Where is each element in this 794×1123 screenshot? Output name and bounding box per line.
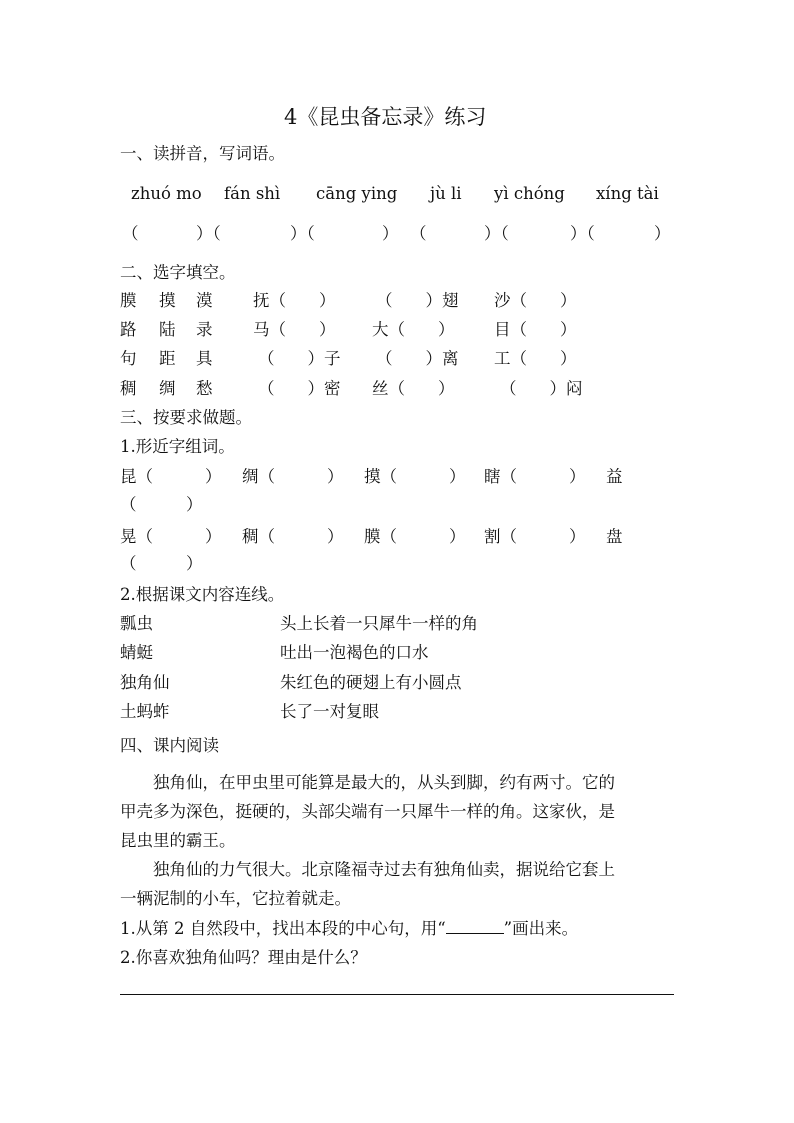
fill-item[interactable]: （ ）闷 (500, 379, 583, 398)
fill-item[interactable]: 目（ ） (494, 320, 577, 339)
reading-paragraph-2-line: 一辆泥制的小车，它拉着就走。 (120, 889, 351, 908)
pinyin-6: xíng tài (596, 184, 659, 203)
match-right-item[interactable]: 吐出一泡褐色的口水 (280, 643, 429, 662)
pinyin-2: fán shì (224, 184, 281, 203)
choice-char: 摸 (159, 291, 176, 310)
answer-blank[interactable]: （ (410, 224, 427, 243)
answer-blank[interactable]: ） (654, 224, 671, 243)
word-char: 绸（ (242, 467, 275, 486)
fill-item[interactable]: 抚（ ） (253, 291, 336, 310)
section-4-heading: 四、课内阅读 (120, 736, 219, 755)
reading-paragraph-1-line: 独角仙，在甲虫里可能算是最大的，从头到脚，约有两寸。它的 (153, 773, 615, 792)
fill-item[interactable]: （ ）翅 (376, 291, 459, 310)
choice-char: 路 (120, 320, 137, 339)
answer-blank[interactable]: ） (327, 527, 344, 546)
pinyin-5: yì chóng (494, 184, 565, 203)
reading-paragraph-1-line: 甲壳多为深色，挺硬的，头部尖端有一只犀牛一样的角。这家伙，是 (120, 802, 615, 821)
fill-item[interactable]: （ ）子 (258, 349, 341, 368)
reading-question-1-suffix: ”画出来。 (503, 919, 579, 938)
pinyin-1: zhuó mo (131, 184, 202, 203)
question-2-title: 2.根据课文内容连线。 (120, 585, 285, 604)
fill-item[interactable]: （ ）离 (376, 349, 459, 368)
answer-blank[interactable]: ） (382, 224, 399, 243)
section-3-heading: 三、按要求做题。 (120, 408, 252, 427)
match-right-item[interactable]: 头上长着一只犀牛一样的角 (280, 614, 478, 633)
fill-item[interactable]: 马（ ） (253, 320, 336, 339)
answer-blank[interactable]: ）（ (196, 224, 221, 243)
fill-item[interactable]: 丝（ ） (372, 379, 455, 398)
choice-char: 膜 (120, 291, 137, 310)
answer-blank[interactable]: ）（ (290, 224, 315, 243)
underline-sample (446, 919, 504, 934)
match-right-item[interactable]: 朱红色的硬翅上有小圆点 (280, 673, 462, 692)
choice-char: 稠 (120, 379, 137, 398)
reading-question-1 (120, 918, 578, 940)
answer-blank[interactable]: ） (449, 467, 466, 486)
answer-blank[interactable]: （ (122, 224, 139, 243)
section-1-heading: 一、读拼音，写词语。 (120, 144, 285, 163)
fill-item[interactable]: 大（ ） (372, 320, 455, 339)
answer-blank[interactable]: ） (449, 527, 466, 546)
match-right-item[interactable]: 长了一对复眼 (280, 702, 379, 721)
answer-blank[interactable]: （ ） (120, 554, 203, 573)
choice-char: 距 (159, 349, 176, 368)
answer-blank[interactable]: ）（ (570, 224, 595, 243)
word-char: 瞎（ (484, 467, 517, 486)
word-char: 割（ (484, 527, 517, 546)
choice-char: 录 (196, 320, 213, 339)
question-1-title: 1.形近字组词。 (120, 437, 235, 456)
answer-blank[interactable]: ） (327, 467, 344, 486)
choice-char: 漠 (196, 291, 213, 310)
choice-char: 句 (120, 349, 137, 368)
word-char: 摸（ (364, 467, 397, 486)
page-title: 4《昆虫备忘录》练习 (284, 105, 487, 129)
match-left-item[interactable]: 独角仙 (120, 673, 170, 692)
pinyin-3: cāng ying (316, 184, 398, 203)
fill-item[interactable]: （ ）密 (258, 379, 341, 398)
choice-char: 陆 (159, 320, 176, 339)
match-left-item[interactable]: 土蚂蚱 (120, 702, 170, 721)
reading-question-2: 2.你喜欢独角仙吗？理由是什么？ (120, 948, 367, 967)
section-2-heading: 二、选字填空。 (120, 263, 236, 282)
pinyin-4: jù li (430, 184, 462, 203)
answer-blank[interactable]: ） (205, 527, 222, 546)
word-char: 昆（ (120, 467, 153, 486)
word-char: 盘 (606, 527, 623, 546)
match-left-item[interactable]: 蜻蜓 (120, 643, 153, 662)
choice-char: 绸 (159, 379, 176, 398)
fill-item[interactable]: 工（ ） (494, 349, 577, 368)
answer-line[interactable] (120, 994, 674, 995)
choice-char: 愁 (196, 379, 213, 398)
reading-paragraph-1-line: 昆虫里的霸王。 (120, 831, 236, 850)
word-char: 膜（ (364, 527, 397, 546)
reading-question-1-text: 1.从第 2 自然段中，找出本段的中心句，用“ (120, 919, 446, 938)
word-char: 益 (606, 467, 623, 486)
answer-blank[interactable]: （ ） (120, 495, 203, 514)
answer-blank[interactable]: ） (205, 467, 222, 486)
fill-item[interactable]: 沙（ ） (494, 291, 577, 310)
word-char: 稠（ (242, 527, 275, 546)
answer-blank[interactable]: ）（ (484, 224, 509, 243)
match-left-item[interactable]: 瓢虫 (120, 614, 153, 633)
answer-blank[interactable]: ） (569, 467, 586, 486)
answer-blank[interactable]: ） (569, 527, 586, 546)
choice-char: 具 (196, 349, 213, 368)
reading-paragraph-2-line: 独角仙的力气很大。北京隆福寺过去有独角仙卖，据说给它套上 (153, 860, 615, 879)
word-char: 晃（ (120, 527, 153, 546)
